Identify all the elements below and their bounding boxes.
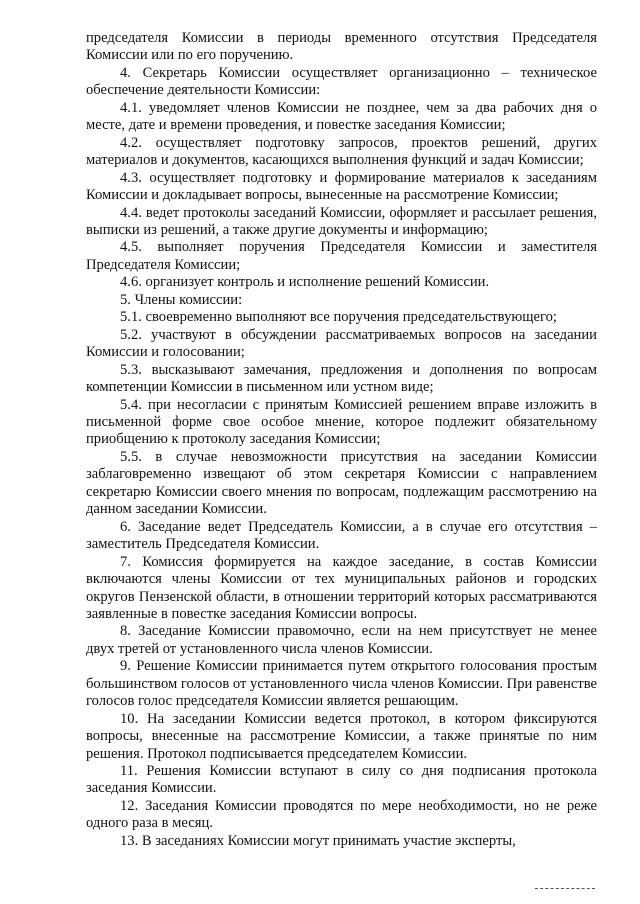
paragraph-4-2: 4.2. осуществляет подготовку запросов, проектов решений, других материалов и документов, касающихся выполнения функций и задач Комиссии; [86, 134, 597, 169]
paragraph-12: 12. Заседания Комиссии проводятся по мере необходимости, но не реже одного раза в месяц. [86, 797, 597, 832]
paragraph-4-4: 4.4. ведет протоколы заседаний Комиссии, оформляет и рассылает решения, выписки из решений, а также другие документы и информацию; [86, 204, 597, 238]
paragraph-9: 9. Решение Комиссии принимается путем открытого голосования простым большинством голосов от установленного числа членов Комиссии. При равенстве голосов голос председателя Комиссии является решающим. [86, 658, 597, 710]
paragraph-5-1: 5.1. своевременно выполняют все поручения председательствующего; [120, 309, 557, 326]
paragraph-5-2: 5.2. участвуют в обсуждении рассматриваемых вопросов на заседании Комиссии и голосовании; [86, 326, 597, 361]
paragraph-6: 6. Заседание ведет Председатель Комиссии, а в случае его отсутствия – заместитель Председателя Комиссии. [86, 518, 597, 553]
paragraph-4-1: 4.1. уведомляет членов Комиссии не позднее, чем за два рабочих дня о месте, дате и времени проведения, и повестке заседания Комиссии; [86, 99, 597, 134]
document-page [86, 30, 597, 850]
paragraph-11: 11. Решения Комиссии вступают в силу со дня подписания протокола заседания Комиссии. [86, 763, 597, 797]
paragraph-10: 10. На заседании Комиссии ведется протокол, в котором фиксируются вопросы, внесенные на рассмотрение Комиссии, а также принятые по ним решения. Протокол подписывается председателем Комиссии. [86, 710, 597, 762]
paragraph-5-3: 5.3. высказывают замечания, предложения и дополнения по вопросам компетенции Комиссии в письменном или устном виде; [86, 361, 597, 396]
paragraph-4-6: 4.6. организует контроль и исполнение решений Комиссии. [120, 274, 490, 291]
footer-divider [535, 888, 595, 889]
paragraph-8: 8. Заседание Комиссии правомочно, если на нем присутствует не менее двух третей от установленного числа членов Комиссии. [86, 623, 597, 657]
paragraph-7: 7. Комиссия формируется на каждое заседание, в состав Комиссии включаются члены Комиссии от тех муниципальных районов и городских округов Пензенской области, в отношении территорий которых рассматриваются заявленные в повестке заседания Комиссии вопросы. [86, 553, 597, 622]
paragraph-13: 13. В заседаниях Комиссии могут принимать участие эксперты, [120, 832, 516, 849]
paragraph-4-3: 4.3. осуществляет подготовку и формирование материалов к заседаниям Комиссии и докладывает вопросы, вынесенные на рассмотрение Комиссии; [86, 169, 597, 204]
paragraph-continuation: председателя Комиссии в периоды временного отсутствия Председателя Комиссии или по его поручению. [86, 30, 597, 64]
paragraph-5-4: 5.4. при несогласии с принятым Комиссией решением вправе изложить в письменной форме свое особое мнение, которое подлежит обязательному приобщению к протоколу заседания Комиссии; [86, 396, 597, 448]
paragraph-5: 5. Члены комиссии: [120, 291, 243, 308]
paragraph-4: 4. Секретарь Комиссии осуществляет организационно – техническое обеспечение деятельности Комиссии: [86, 64, 597, 99]
paragraph-4-5: 4.5. выполняет поручения Председателя Комиссии и заместителя Председателя Комиссии; [86, 239, 597, 273]
paragraph-5-5: 5.5. в случае невозможности присутствия на заседании Комиссии заблаговременно извещают об этом секретаря Комиссии с направлением секретарю Комиссии своего мнения по вопросам, подлежащим рассмотрению на данном заседании Комиссии. [86, 448, 597, 518]
